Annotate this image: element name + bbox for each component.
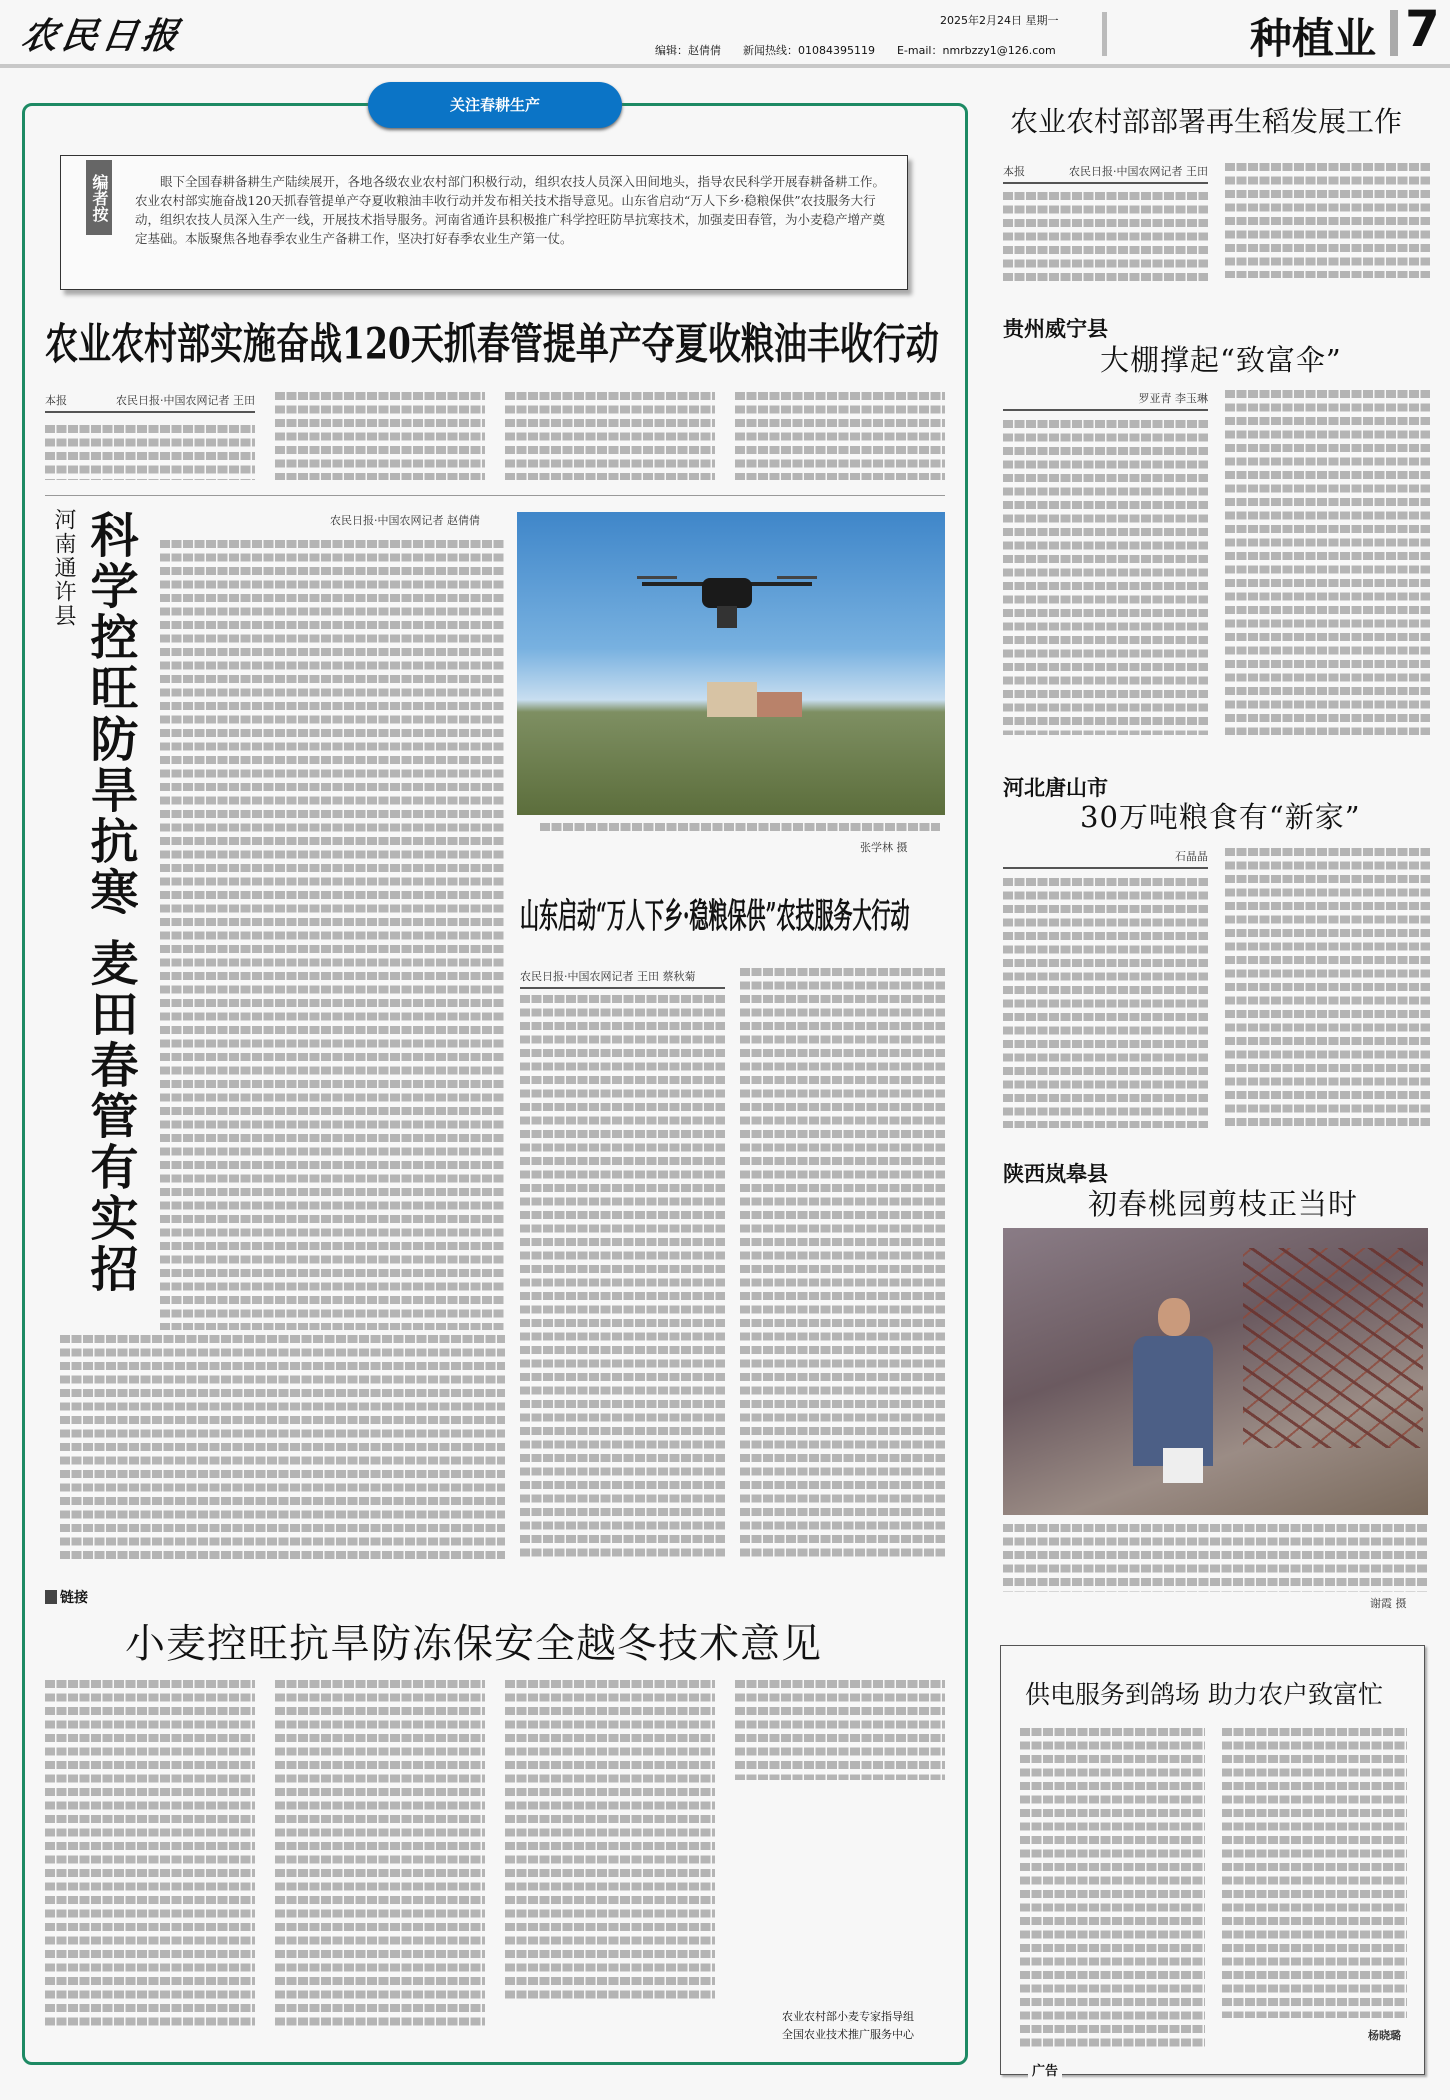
issue-date: 2025年2月24日 星期一 [940, 14, 1059, 27]
hebei-body-col2 [1225, 848, 1430, 1128]
lead-body-col3 [505, 392, 715, 480]
page-number: 7 [1405, 0, 1440, 58]
link-label-text: 链接 [60, 1590, 88, 1606]
shaanxi-headline: 初春桃园剪枝正当时 [1088, 1187, 1359, 1221]
byline-author: 农民日报·中国农网记者 赵倩倩 [330, 514, 480, 527]
guizhou-byline [1003, 390, 1208, 411]
lead-body-col4 [735, 392, 945, 480]
byline-author: 石晶晶 [1175, 850, 1208, 863]
link-body-col1 [45, 1680, 255, 2030]
henan-body-col1 [160, 540, 505, 1330]
masthead-divider [1102, 12, 1107, 56]
henan-body-wide [60, 1335, 505, 1560]
ad-label: 广告 [1028, 2060, 1062, 2079]
farmer-figure [1133, 1298, 1213, 1515]
ad-body-col1 [1020, 1728, 1205, 2048]
shandong-byline [520, 968, 725, 989]
rice-headline: 农业农村部部署再生稻发展工作 [1010, 105, 1403, 138]
link-source [782, 2008, 914, 2044]
henan-place: 河南通许县 [51, 508, 76, 628]
guizhou-body-col2 [1225, 390, 1430, 735]
shandong-body-col1 [520, 995, 725, 1560]
shaanxi-place: 陕西岚皋县 [1003, 1162, 1108, 1186]
banner-pill: 关注春耕生产 [368, 82, 622, 128]
news-hotline: 新闻热线：01084395119 [743, 44, 875, 57]
ad-byline: 杨晓璐 [1368, 2029, 1401, 2042]
link-headline: 小麦控旺抗旱防冻保安全越冬技术意见 [125, 1621, 822, 1667]
editor-note-label: 编者按 [86, 160, 112, 235]
book-icon [45, 1590, 57, 1604]
orchard-photo-credit: 谢霞 摄 [1370, 1597, 1407, 1610]
masthead-logo: 农民日报 [18, 15, 185, 57]
guizhou-headline: 大棚撑起“致富伞” [1100, 343, 1342, 377]
byline-author: 罗亚青 李玉琳 [1138, 392, 1208, 405]
byline-author: 农民日报·中国农网记者 王田 [116, 394, 255, 407]
hebei-place: 河北唐山市 [1003, 776, 1108, 800]
rice-byline [1003, 163, 1208, 184]
lead-byline [45, 392, 255, 413]
hebei-byline [1003, 848, 1208, 869]
henan-byline [160, 512, 480, 531]
drone-photo [517, 512, 945, 815]
henan-headline: 科学控旺防旱抗寒 麦田春管有实招 [82, 510, 138, 1295]
rice-body-col2 [1225, 163, 1430, 278]
hebei-headline: 30万吨粮食有“新家” [1080, 800, 1361, 834]
editor-line [655, 42, 1056, 58]
link-body-col2 [275, 1680, 485, 2030]
source-line: 农业农村部小麦专家指导组 [782, 2010, 914, 2023]
hebei-body-col1 [1003, 878, 1208, 1128]
farm-building [757, 692, 802, 717]
byline-tag: 本报 [1003, 165, 1025, 178]
drone-caption [540, 823, 940, 832]
ad-headline: 供电服务到鸽场 助力农户致富忙 [1025, 1680, 1383, 1709]
byline-author: 农民日报·中国农网记者 王田 蔡秋菊 [520, 970, 696, 983]
drone-photo-credit: 张学林 摄 [860, 841, 908, 854]
link-body-col4 [735, 1680, 945, 1780]
source-line: 全国农业技术推广服务中心 [782, 2028, 914, 2041]
byline-tag: 本报 [45, 394, 67, 407]
orchard-photo [1003, 1228, 1428, 1515]
rice-body-col1 [1003, 192, 1208, 282]
guizhou-body-col1 [1003, 420, 1208, 735]
drone-icon [642, 572, 812, 632]
peach-branches [1243, 1248, 1423, 1448]
lead-headline: 农业农村部实施奋战120天抓春管提单产夺夏收粮油丰收行动 [45, 318, 939, 369]
link-label [45, 1587, 88, 1607]
link-body-col3 [505, 1680, 715, 2000]
editor-name: 编辑：赵倩倩 [655, 44, 721, 57]
guizhou-place: 贵州威宁县 [1003, 317, 1108, 341]
editor-note-text: 眼下全国春耕备耕生产陆续展开，各地各级农业农村部门积极行动，组织农技人员深入田间地头，指导农民科学开展春耕备耕工作。农业农村部实施奋战120天抓春管提单产夺夏收粮油丰收行动并发布相关技术指导意见。山东省启动“万人下乡·稳粮保供”农技服务大行动，组织农技人员深入生产一线，开展技术指导服务。河南省通许县积极推广科学控旺防旱抗寒技术，加强麦田春管，为小麦稳产增产奠定基础。本版聚焦各地春季农业生产备耕工作，坚决打好春季农业生产第一仗。 [135, 174, 886, 246]
contact-email: E-mail：nmrbzzy1@126.com [896, 44, 1056, 57]
byline-author: 农民日报·中国农网记者 王田 [1069, 165, 1208, 178]
section-title: 种植业 [1250, 14, 1377, 63]
shandong-headline: 山东启动“万人下乡·稳粮保供”农技服务大行动 [520, 896, 910, 937]
orchard-caption [1003, 1524, 1428, 1592]
shandong-body-col2 [740, 968, 945, 1560]
lead-body-col2 [275, 392, 485, 480]
ad-body-col2 [1222, 1728, 1407, 2018]
section-rule [45, 495, 945, 496]
lead-body-col1 [45, 425, 255, 480]
farm-building [707, 682, 757, 717]
section-divider [1390, 10, 1398, 56]
header-rule [0, 64, 1450, 68]
